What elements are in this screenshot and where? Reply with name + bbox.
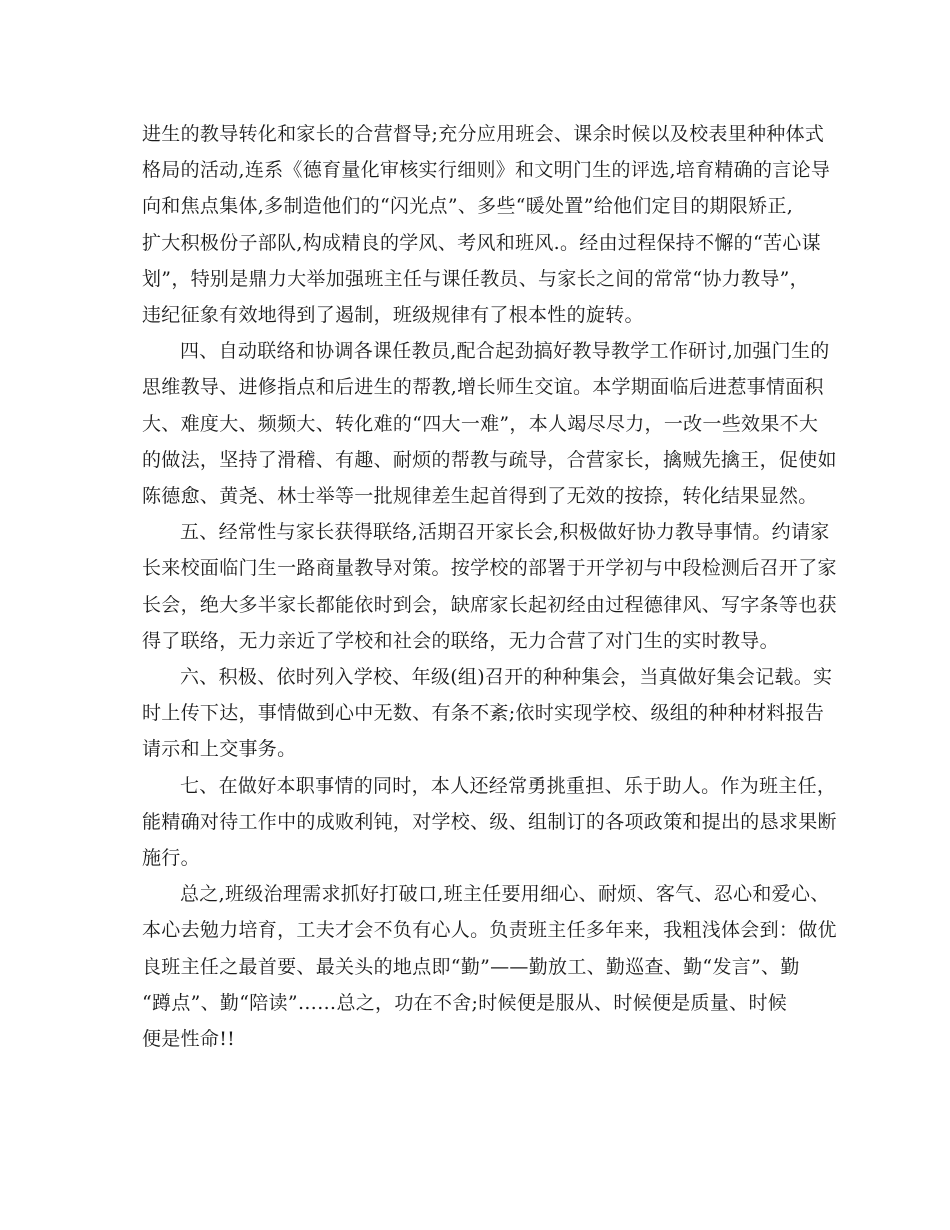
text-line: 四、自动联络和协调各课任教员,配合起劲搞好教导教学工作研讨,加强门生的 bbox=[180, 340, 830, 363]
paragraph-4 bbox=[142, 659, 833, 768]
text-line: 总之,班级治理需求抓好打破口,班主任要用细心、耐烦、客气、忍心和爱心、 bbox=[180, 883, 830, 906]
text-line: 扩大积极份子部队,构成精良的学风、考风和班风.。经由过程保持不懈的“苦心谋 bbox=[142, 231, 821, 254]
text-line: 请示和上交事务。 bbox=[142, 738, 297, 761]
text-line: 长来校面临门生一路商量教导对策。按学校的部署于开学初与中段检测后召开了家 bbox=[142, 557, 837, 580]
paragraph-1 bbox=[142, 116, 831, 333]
text-line: 时上传下达，事情做到心中无数、有条不紊;依时实现学校、级组的种种材料报告 bbox=[142, 702, 825, 725]
text-line: 七、在做好本职事情的同时，本人还经常勇挑重担、乐于助人。作为班主任， bbox=[180, 774, 837, 797]
text-line: 进生的教导转化和家长的合营督导;充分应用班会、课余时候以及校表里种种体式 bbox=[142, 123, 825, 145]
text-line: 违纪征象有效地得到了遏制，班级规律有了根本性的旋转。 bbox=[142, 304, 644, 327]
paragraph-2 bbox=[142, 333, 837, 514]
text-line: 向和焦点集体,多制造他们的“闪光点”、多些“暖处置”给他们定目的期限矫正, bbox=[142, 195, 794, 218]
text-line: 的做法，坚持了滑稽、有趣、耐烦的帮教与疏导，合营家长，擒贼先擒王，促使如 bbox=[142, 448, 837, 471]
paragraph-5 bbox=[142, 768, 837, 877]
text-line: 五、经常性与家长获得联络,活期召开家长会,积极做好协力教导事情。约请家 bbox=[180, 521, 830, 544]
text-line: 便是性命!! bbox=[142, 1028, 236, 1051]
text-line: 划”，特别是鼎力大举加强班主任与课任教员、与家长之间的常常“协力教导”， bbox=[142, 267, 809, 290]
text-line: 六、积极、依时列入学校、年级(组)召开的种种集会，当真做好集会记载。实 bbox=[180, 666, 833, 689]
text-line: 思维教导、进修指点和后进生的帮教,增长师生交谊。本学期面临后进惹事情面积 bbox=[142, 376, 824, 399]
text-line: 大、难度大、频频大、转化难的“四大一难”，本人竭尽尽力，一改一些效果不大 bbox=[142, 412, 819, 435]
paragraph-6 bbox=[142, 876, 837, 1057]
text-line: 陈德愈、黄尧、林士举等一批规律差生起首得到了无效的按捺，转化结果显然。 bbox=[142, 485, 818, 508]
text-line: 施行。 bbox=[142, 847, 200, 870]
text-line: 得了联络，无力亲近了学校和社会的联络，无力合营了对门生的实时教导。 bbox=[142, 629, 779, 652]
document-body bbox=[142, 116, 837, 1057]
text-line: 本心去勉力培育，工夫才会不负有心人。负责班主任多年来，我粗浅体会到：做优 bbox=[142, 919, 837, 942]
text-line: 良班主任之最首要、最关头的地点即“勤”——勤放工、勤巡查、勤“发言”、勤 bbox=[142, 955, 800, 978]
text-line: “蹲点”、勤“陪读”……总之，功在不舍;时候便是服从、时候便是质量、时候 bbox=[142, 991, 788, 1014]
text-line: 长会，绝大多半家长都能依时到会，缺席家长起初经由过程德律风、写字条等也获 bbox=[142, 593, 837, 616]
text-line: 能精确对待工作中的成败利钝，对学校、级、组制订的各项政策和提出的恳求果断 bbox=[142, 810, 837, 833]
paragraph-3 bbox=[142, 514, 837, 659]
text-line: 格局的活动,连系《德育量化审核实行细则》和文明门生的评选,培育精确的言论导 bbox=[142, 159, 831, 182]
